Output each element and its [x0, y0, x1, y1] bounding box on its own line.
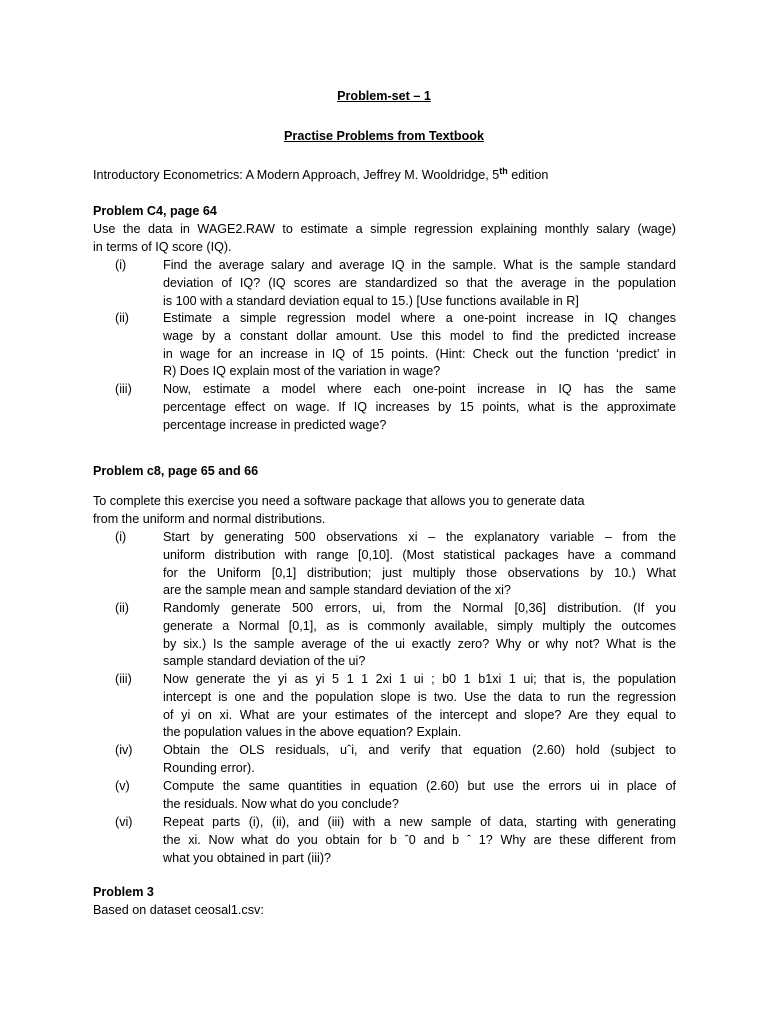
item-number: (iv)	[115, 743, 133, 757]
item-line: are the sample mean and sample standard deviation of the xi?	[163, 583, 511, 598]
problem2-intro	[93, 493, 676, 529]
problem2-item	[93, 671, 676, 742]
item-line: Randomly generate 500 errors, ui, from the Normal [0,36] distribution. (If you	[163, 601, 676, 615]
item-number: (iii)	[115, 382, 132, 396]
item-line: what you obtained in part (iii)?	[163, 850, 332, 865]
problem2-heading: Problem c8, page 65 and 66	[93, 464, 259, 478]
item-number: (vi)	[115, 815, 133, 829]
item-line: generate a Normal [0,1], as is commonly available, simply multiply the outcomes	[163, 618, 676, 633]
item-line: for the Uniform [0,1] distribution; just multiply those observations by 10.) What	[163, 565, 676, 580]
item-number: (iii)	[115, 672, 132, 686]
item-line: Compute the same quantities in equation (2.60) but use the errors ui in place of	[163, 779, 676, 793]
problem3-intro: Based on dataset ceosal1.csv:	[93, 903, 264, 917]
problem1-intro-line: Use the data in WAGE2.RAW to estimate a simple regression explaining monthly salary (wage)	[93, 222, 676, 236]
edition-superscript: th	[499, 165, 508, 176]
item-line: the residuals. Now what do you conclude?	[163, 796, 399, 811]
item-line: Repeat parts (i), (ii), and (iii) with a new sample of data, starting with generating	[163, 815, 676, 829]
item-line: sample standard deviation of the ui?	[163, 654, 366, 669]
problem1-item	[93, 257, 676, 310]
page-subtitle: Practise Problems from Textbook	[284, 129, 484, 143]
item-line: Now generate the yi as yi 5 1 1 2xi 1 ui ; b0 1 b1xi 1 ui; that is, the population	[163, 672, 676, 686]
problem2-item	[93, 814, 676, 867]
item-line: percentage effect on wage. If IQ increases by 15 points, what is the approximate	[163, 399, 676, 414]
problem1-item	[93, 310, 676, 381]
problem1-intro	[93, 221, 676, 257]
item-line: Rounding error).	[163, 760, 255, 775]
item-number: (v)	[115, 779, 130, 793]
item-line: the population values in the above equation? Explain.	[163, 725, 462, 740]
item-number: (i)	[115, 258, 127, 272]
problem2-intro-line: To complete this exercise you need a software package that allows you to generate data	[93, 494, 585, 508]
item-number: (ii)	[115, 601, 129, 615]
item-line: R) Does IQ explain most of the variation in wage?	[163, 364, 441, 379]
item-line: Obtain the OLS residuals, uˆi, and verify that equation (2.60) hold (subject to	[163, 743, 676, 757]
item-line: in wage for an increase in IQ of 15 points. (Hint: Check out the function ‘predict’ in	[163, 346, 676, 361]
problem2-item	[93, 529, 676, 600]
problem1-intro-line: in terms of IQ score (IQ).	[93, 239, 232, 254]
item-line: Start by generating 500 observations xi – the explanatory variable – from the	[163, 530, 676, 544]
item-line: uniform distribution with range [0,10]. (Most statistical packages have a command	[163, 547, 676, 562]
item-number: (i)	[115, 530, 127, 544]
item-line: of yi on xi. What are your estimates of the intercept and slope? Are they equal to	[163, 707, 676, 722]
item-line: Find the average salary and average IQ in the sample. What is the sample standard	[163, 258, 676, 272]
item-line: by six.) Is the sample average of the ui exactly zero? Why or why not? What is the	[163, 636, 676, 651]
item-line: percentage increase in predicted wage?	[163, 417, 387, 432]
problem3-heading: Problem 3	[93, 885, 154, 899]
item-number: (ii)	[115, 311, 129, 325]
item-line: wage by a constant dollar amount. Use this model to find the predicted increase	[163, 328, 676, 343]
edition-word: edition	[507, 168, 549, 182]
problem2-item	[93, 600, 676, 671]
problem1-heading: Problem C4, page 64	[93, 204, 217, 218]
problem2-intro-line: from the uniform and normal distributions.	[93, 511, 326, 526]
item-line: the xi. Now what do you obtain for b ˆ0 and b ˆ 1? Why are these different from	[163, 832, 676, 847]
problem2-item	[93, 742, 676, 778]
textbook-title: Introductory Econometrics: A Modern Approach, Jeffrey M. Wooldridge, 5	[93, 168, 500, 182]
textbook-reference	[93, 167, 676, 185]
page-title: Problem-set – 1	[337, 89, 431, 103]
item-line: is 100 with a standard deviation equal to 15.) [Use functions available in R]	[163, 293, 579, 308]
problem2-item	[93, 778, 676, 814]
item-line: deviation of IQ? (IQ scores are standardized so that the average in the population	[163, 275, 676, 290]
item-line: Estimate a simple regression model where a one-point increase in IQ changes	[163, 311, 676, 325]
item-line: Now, estimate a model where each one-point increase in IQ has the same	[163, 382, 676, 396]
problem1-item	[93, 381, 676, 434]
item-line: intercept is one and the population slope is two. Use the data to run the regression	[163, 689, 676, 704]
